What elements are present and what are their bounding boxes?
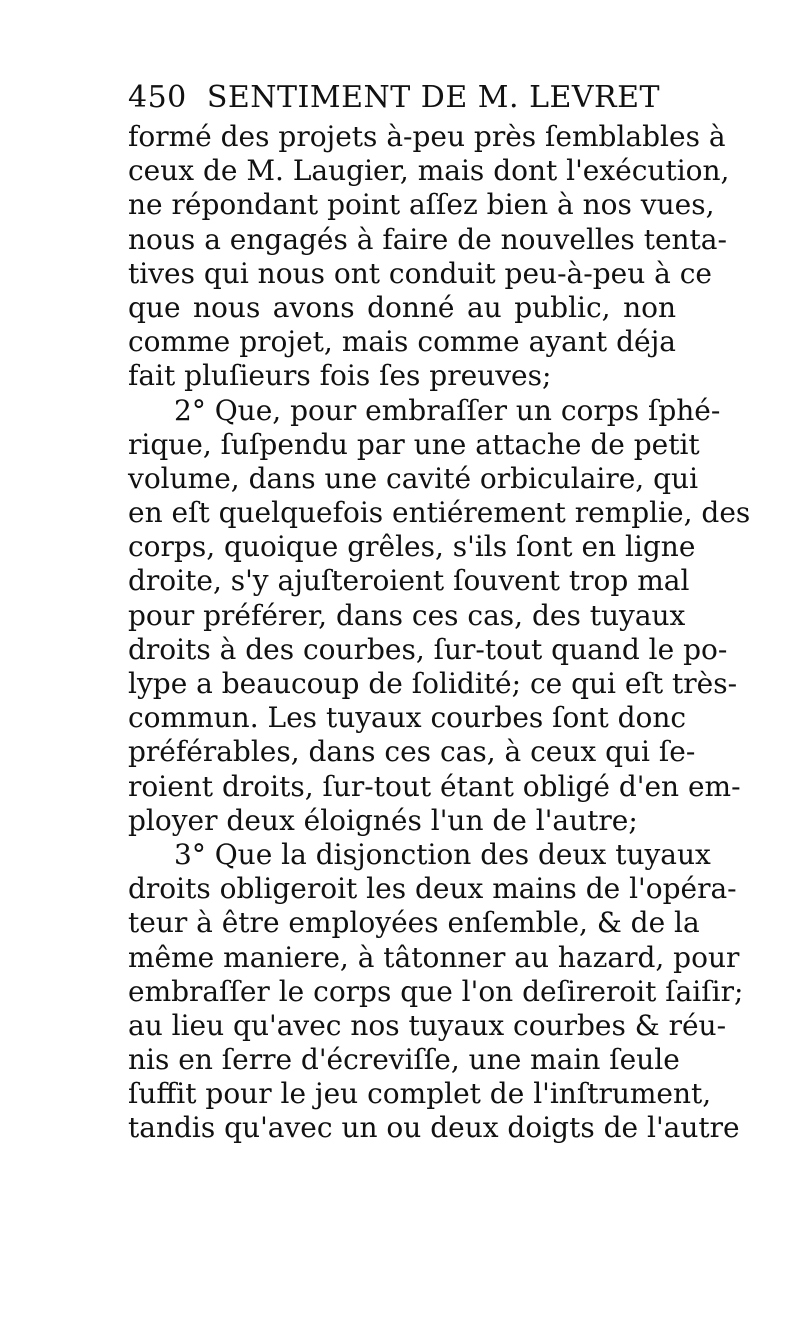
running-header — [128, 78, 661, 118]
text-line: ne répondant point aſſez bien à nos vues, — [128, 188, 715, 222]
text-line: embraſſer le corps que l'on deſireroit ſaiſir; — [128, 974, 744, 1008]
text-line: 2° Que, pour embraſſer un corps ſphé- — [174, 393, 721, 427]
text-line: droits obligeroit les deux mains de l'opéra- — [128, 872, 737, 906]
text-line: au lieu qu'avec nos tuyaux courbes & réu- — [128, 1008, 727, 1042]
page-number: 450 — [128, 80, 187, 115]
text-line: rique, ſuſpendu par une attache de petit — [128, 427, 700, 461]
text-line: droits à des courbes, ſur-tout quand le po- — [128, 632, 728, 666]
text-line: que nous avons donné au public, non — [128, 290, 676, 324]
text-line: droite, s'y ajuſteroient ſouvent trop mal — [128, 564, 690, 598]
text-line: ſuffit pour le jeu complet de l'inſtrument, — [128, 1077, 712, 1111]
text-line: nis en ſerre d'écreviſſe, une main ſeule — [128, 1043, 680, 1077]
text-line: roient droits, ſur-tout étant obligé d'en em- — [128, 769, 741, 803]
text-line: même maniere, à tâtonner au hazard, pour — [128, 940, 740, 974]
text-line: ceux de M. Laugier, mais dont l'exécution, — [128, 154, 730, 188]
text-line: corps, quoique grêles, s'ils ſont en ligne — [128, 530, 696, 564]
text-line: pour préférer, dans ces cas, des tuyaux — [128, 598, 686, 632]
text-line: préférables, dans ces cas, à ceux qui ſe- — [128, 735, 696, 769]
text-line: en eſt quelquefois entiérement remplie, des — [128, 496, 751, 530]
text-line: formé des projets à-peu près ſemblables à — [128, 120, 726, 153]
text-line: nous a engagés à faire de nouvelles tenta- — [128, 222, 727, 256]
running-title: SENTIMENT DE M. LEVRET — [206, 80, 661, 115]
text-line: commun. Les tuyaux courbes ſont donc — [128, 701, 687, 735]
text-line: comme projet, mais comme ayant déja — [128, 325, 676, 359]
text-line: volume, dans une cavité orbiculaire, qui — [128, 461, 699, 495]
text-line: lype a beaucoup de ſolidité; ce qui eſt très- — [128, 667, 738, 700]
text-line: tandis qu'avec un ou deux doigts de l'autre — [128, 1111, 740, 1145]
text-line: tives qui nous ont conduit peu-à-peu à ce — [128, 256, 712, 290]
text-line: ployer deux éloignés l'un de l'autre; — [128, 803, 638, 837]
text-line: teur à être employées enſemble, & de la — [128, 906, 700, 940]
text-line: fait pluſieurs fois ſes preuves; — [128, 359, 552, 393]
text-line: 3° Que la disjonction des deux tuyaux — [174, 837, 711, 871]
body-text — [128, 120, 751, 1146]
